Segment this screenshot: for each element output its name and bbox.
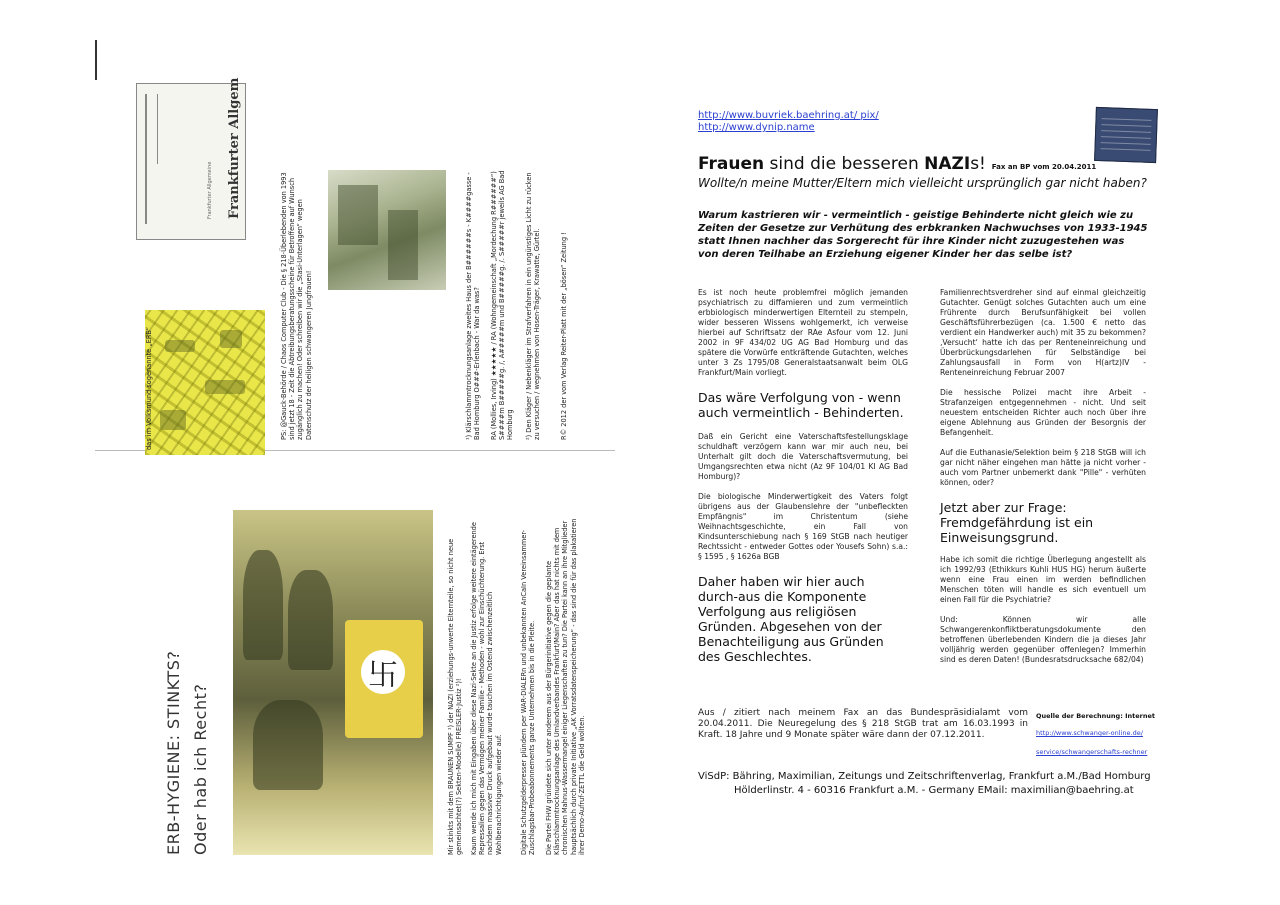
paragraph-2: Kaum wende ich mich mit Eingaben über diese Nazi-Sekte an die Justiz erfolge weitere eintägerende Repressalien gegen das Vermögen meiner Familie - Methoden - wohl zur Einschüchterung. Erst nachdem massiver Druck aufgebaut wurde tauchen im Ostend zwischenzeitlich Wohlbenachrichtigungen wieder auf. [470, 522, 503, 855]
photo-crowd-flag [233, 510, 433, 855]
column-right [940, 288, 1146, 665]
aerial-photo-yellow [145, 310, 265, 455]
col2-paragraph-4: Habe ich somit die richtige Überlegung angestellt als ich 1992/93 (Ethikkurs Kuhli HUS HG) herum äußerte wenn eine Frau einen im werden befindlichen Menschen töten will handle es sich eventuell um einen Fall für die Psychiatrie? [940, 555, 1146, 604]
col1-heading-2: Daher haben wir hier auch durch-aus die Komponente Verfolgung aus religiösen Gründen. Abgesehen von der Benachteiligung aus Gründen des Geschlechtes. [698, 574, 884, 664]
col1-heading-1: Das wäre Verfolgung von - wenn auch vermeintlich - Behinderten. [698, 390, 904, 420]
col2-paragraph-3: Auf die Euthanasie/Selektion beim § 218 StGB will ich gar nicht näher eingehen man hätte ja nicht vorher - auch vom Partner unbemerkt dank "Pille" - verhüten können, oder? [940, 448, 1146, 487]
paragraph-3: Digitale Schutzgelderpresser plündern per WAR-DIALERn und unbekannten AnCaIn Vereinsammer-Zuschlagsbar-Probeabonnements ganze Unternehmen bis in die Pleite. [520, 530, 537, 855]
left-page [95, 40, 615, 880]
photo-room [328, 170, 446, 290]
newspaper-masthead-small: Frankfurter Allgemeine [207, 161, 213, 219]
footnote-ra: RA (Mollies, Irving) ★★★★★ / RA (Wohngemeinschaft „Mordechung R######“) S####m B#####g. /, A#####m und B#####g. /. S#####r jeweils AG Bad Homburg [490, 170, 515, 440]
imprint-line-2: Hölderlinstr. 4 - 60316 Frankfurt a.M. - Germany EMail: maximilian@baehring.at [734, 785, 1134, 796]
big-subtitle: Oder hab ich Recht? [191, 683, 210, 855]
subheadline: Wollte/n meine Mutter/Eltern mich vielleicht ursprünglich gar nicht haben? [698, 176, 1147, 190]
paragraph-1: Mir stinkts mit dem BRAUNEN SUMPF ¹) der NAZI (erziehungs-unwerte Elternteile, so nicht neue gemeinsachtet(?) Sekten-Modelle) FREISLER-Justiz ²)! [447, 538, 464, 855]
page-edge-mark [95, 40, 97, 80]
ps-paragraph: PS: @Gauck-Behörde / Chaos Computer Club - Die § 218-Überlebenden von 1993 sind jetzt 18 - Zeit die Abtreibungsberatungsscheine für Betroffene auf Wunsch zugänglich zu machen! Oder schreiben wir die „Stasi-Unterlagen“ wegen Datenschutz der heiligen schwangeren Jungfrauen! [280, 172, 313, 440]
col2-paragraph-2: Die hessische Polizei macht ihre Arbeit - Strafanzeigen entgegennehmen - nicht. Und seit neuestem entscheiden Richter auch noch über ihre eigene Ablehnung aus Gründen der Besorgnis der Befangenheit. [940, 388, 1146, 437]
paragraph-4: Die Partei FHW gründete sich unter anderem aus der Bürgerinitiative gegen die geplante Klärschlammtrocknungsanlage des Umlandverbandes Frankfurt/Main? Aber das hat nichts mit dem chronischen Mahnus-Wassermangel einiger Liegenschaften zu tun? Die Partei kann an ihre Mitglieder hauptsächlich durch private Initiative „AK Vorratsdatenspeicherung“ - das sind die für das plakatieren ihrer Demo-Aufruf-ZETTL die Geld wollten. [545, 518, 586, 855]
headline: Frauen sind die besseren NAZIs! Fax an BP vom 20.04.2011 [698, 154, 1097, 174]
yellow-photo-caption: das im Volksmund sogenannte „ERB“ [145, 326, 153, 450]
footnote-2: ²) Den Kläger / Nebenkläger im Strafverfahren in ein ungünstiges Licht zu rücken zu versuchen / wegnehmen von Hosen-Träger, Krawatte, Gürtel. [525, 172, 542, 440]
imprint-line-1: ViSdP: Bähring, Maximilian, Zeitungs und Zeitschriftenverlag, Frankfurt a.M./Bad Homburg [698, 771, 1151, 782]
link-buvriek[interactable]: http://www.buvriek.baehring.at/ pix/ [698, 110, 879, 121]
footer-text: Aus / zitiert nach meinem Fax an das Bundespräsidialamt vom 20.04.2011. Die Neuregelung des § 218 StGB trat am 16.03.1993 in Kraft. 18 Jahre und 9 Monate später wäre dann der 07.12.2011. [698, 708, 1028, 740]
col1-paragraph-2: Daß ein Gericht eine Vaterschaftsfestellungsklage schuldhaft verzögern kann war mir auch neu, bei Unterhalt gilt doch die Vaterschaftsvermutung, bei Umgangsrechten etwa nicht (Az 9F 104/01 KI AG Bad Homburg)? [698, 432, 908, 481]
lead-paragraph: Warum kastrieren wir - vermeintlich - geistige Behinderte nicht gleich wie zu Zeiten der Gesetze zur Verhütung des erbkranken Nachwuchses von 1933-1945 statt Ihnen nachher das Sorgerecht für ihre Kinder nicht zuzugestehen was von deren Teilhabe an Erziehung eigener Kinder her das selbe ist? [698, 210, 1148, 260]
col2-paragraph-5: Und: Können wir alle Schwangerenkonfliktberatungsdokumente den betroffenen überlebenden Kindern die ja dieses Jahr volljährig werden gegenüber offenlegen? Immerhin sind es deren Daten! (Bundesratsdrucksache 682/04) [940, 615, 1146, 664]
footnote-1: ¹) Klärschlammtrocknungsanlage zweites Haus der B######s - K####gasse - Bad Homburg O###-Erlenbach - War da was? [465, 172, 482, 440]
source-title: Quelle der Berechnung: Internet [1036, 712, 1155, 720]
source-box [1036, 712, 1161, 758]
col2-heading-1: Jetzt aber zur Frage: Fremdgefährdung ist ein Einweisungsgrund. [940, 500, 1094, 545]
copyright-line: R© 2012 der vom Verlag Reiter-Platt mit der „bösen“ Zeitung ! [560, 232, 568, 440]
right-page [698, 110, 1158, 800]
swastika-icon: 卐 [361, 650, 405, 694]
col1-paragraph-3: Die biologische Minderwertigkeit des Vaters folgt übrigens aus der Glaubenslehre der "unbefleckten Empfängnis" im Christentum (siehe Weihnachtsgeschichte, ein Fall von Kindsunterschiebung nach § 169 StGB nach heutiger Rechtssicht - entweder Gottes oder Yousefs Sohn) s.a.: § 1595 , § 1626a BGB [698, 492, 908, 561]
newspaper-clipping [136, 77, 246, 240]
source-link[interactable]: http://www.schwanger-online.de/ service/schwangerschafts-rechner [1036, 729, 1148, 756]
col1-paragraph-1: Es ist noch heute problemfrei möglich jemanden psychiatrisch zu diffamieren und zum vermeintlich erbbiologisch minderwertigen Elternteil zu stempeln, wider besseren Wissens wohlgemerkt, ich verweise hierbei auf Schriftsatz der RAe Asfour vom 12. Juni 2002 in 9F 434/02 UG AG Bad Homburg und das spätere die Vorwürfe entkräftende Gutachten, welches unter 3 Zs 1795/08 Generalstaatsanwalt beim OLG Frankfurt/Main vorliegt. [698, 288, 908, 377]
newspaper-masthead: Frankfurter Allgem [227, 77, 242, 219]
headline-note: Fax an BP vom 20.04.2011 [991, 163, 1097, 171]
big-title: ERB-HYGIENE: STINKTS? [164, 650, 183, 855]
link-dynip[interactable]: http://www.dynip.name [698, 122, 815, 133]
column-left [698, 288, 908, 664]
col2-paragraph-1: Familienrechtsverdreher sind auf einmal gleichzeitig Gutachter. Genügt solches Gutachten auch um eine Frührente durch Berufsunfähigkeit bei vollen Geschäftsführerbezügen (ca. 1.500 € netto das verdient ein Handwerker auch) mit 35 zu bekommen? ‚Versucht‘ hatte ich das per Renteneinreichung und Überbrückungsdarlehen für Selbständige bei Zahlungsausfall in Form von H(artz)IV - Renteneinreichung Februar 2007 [940, 288, 1146, 377]
